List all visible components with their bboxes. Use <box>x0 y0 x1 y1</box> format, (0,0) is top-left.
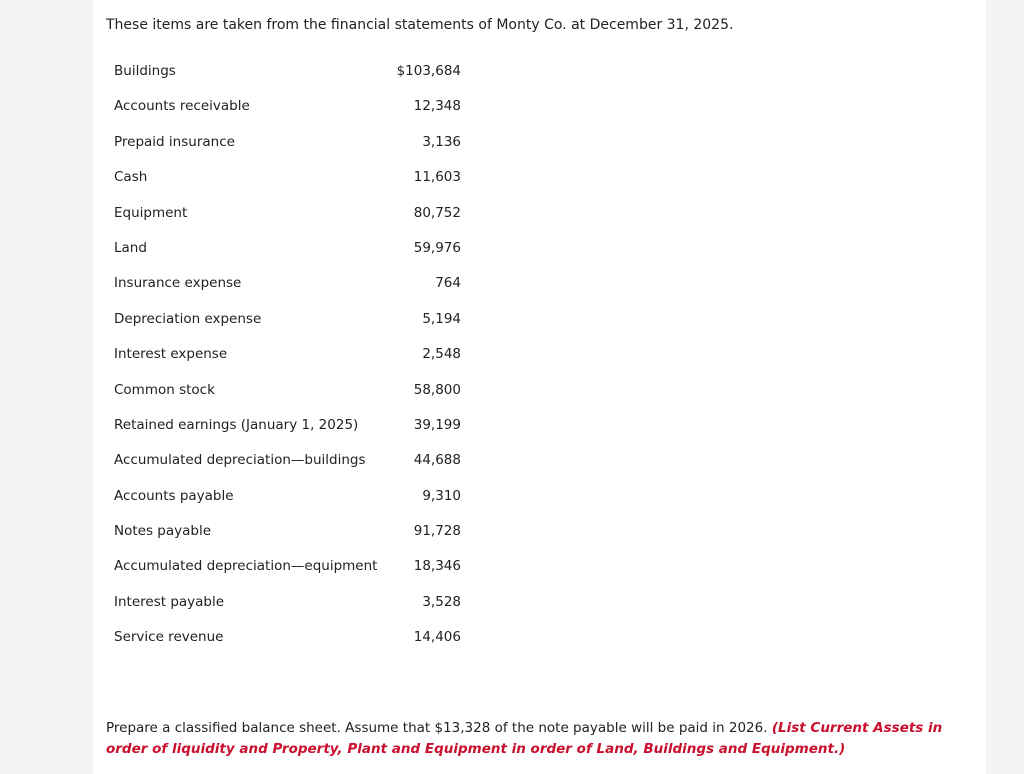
list-item <box>114 162 474 197</box>
item-label: Prepaid insurance <box>114 133 235 150</box>
item-label: Equipment <box>114 204 188 221</box>
list-item <box>114 445 474 480</box>
list-item <box>114 375 474 410</box>
instructions <box>106 718 981 760</box>
item-label: Interest expense <box>114 346 228 363</box>
list-item <box>114 127 474 162</box>
item-label: Notes payable <box>114 523 212 540</box>
item-value: 39,199 <box>413 416 461 433</box>
item-label: Accumulated depreciation—buildings <box>114 452 366 469</box>
list-item <box>114 551 474 586</box>
item-label: Depreciation expense <box>114 310 262 327</box>
item-value: 59,976 <box>413 239 461 256</box>
item-value: 18,346 <box>413 558 461 575</box>
intro-text: These items are taken from the financial statements of Monty Co. at December 31, 2025. <box>106 17 734 33</box>
item-value: $103,684 <box>396 63 461 79</box>
item-label: Accounts receivable <box>114 98 250 115</box>
instructions-text: Prepare a classified balance sheet. Assume that $13,328 of the note payable will be paid in 2026. <box>106 720 768 736</box>
list-item <box>114 233 474 268</box>
item-value: 58,800 <box>413 381 461 398</box>
item-label: Land <box>114 239 147 256</box>
item-value: 80,752 <box>413 204 461 221</box>
item-label: Service revenue <box>114 629 224 646</box>
item-value: 12,348 <box>413 98 461 115</box>
item-label: Common stock <box>114 381 215 398</box>
item-value: 44,688 <box>413 452 461 469</box>
item-label: Insurance expense <box>114 275 242 292</box>
list-item <box>114 91 474 126</box>
list-item <box>114 516 474 551</box>
item-value: 764 <box>435 275 461 292</box>
item-value: 2,548 <box>422 346 461 363</box>
list-item <box>114 339 474 374</box>
list-item <box>114 622 474 657</box>
financial-items-list <box>114 56 474 658</box>
item-value: 11,603 <box>413 169 461 186</box>
item-label: Cash <box>114 169 148 186</box>
list-item <box>114 304 474 339</box>
instructions-note: (List Current Assets in order of liquidity and Property, Plant and Equipment in order of Land, Buildings and Equipment.) <box>106 720 943 757</box>
item-label: Buildings <box>114 63 176 79</box>
item-value: 14,406 <box>413 629 461 646</box>
list-item <box>114 587 474 622</box>
item-value: 5,194 <box>422 310 461 327</box>
list-item <box>114 198 474 233</box>
item-value: 91,728 <box>413 523 461 540</box>
item-label: Interest payable <box>114 593 225 610</box>
item-value: 3,528 <box>422 593 461 610</box>
item-label: Accumulated depreciation—equipment <box>114 558 378 575</box>
item-value: 9,310 <box>422 487 461 504</box>
list-item <box>114 410 474 445</box>
item-value: 3,136 <box>422 133 461 150</box>
item-label: Accounts payable <box>114 487 234 504</box>
item-label: Retained earnings (January 1, 2025) <box>114 416 359 433</box>
list-item <box>114 481 474 516</box>
list-item <box>114 56 474 91</box>
list-item <box>114 268 474 303</box>
